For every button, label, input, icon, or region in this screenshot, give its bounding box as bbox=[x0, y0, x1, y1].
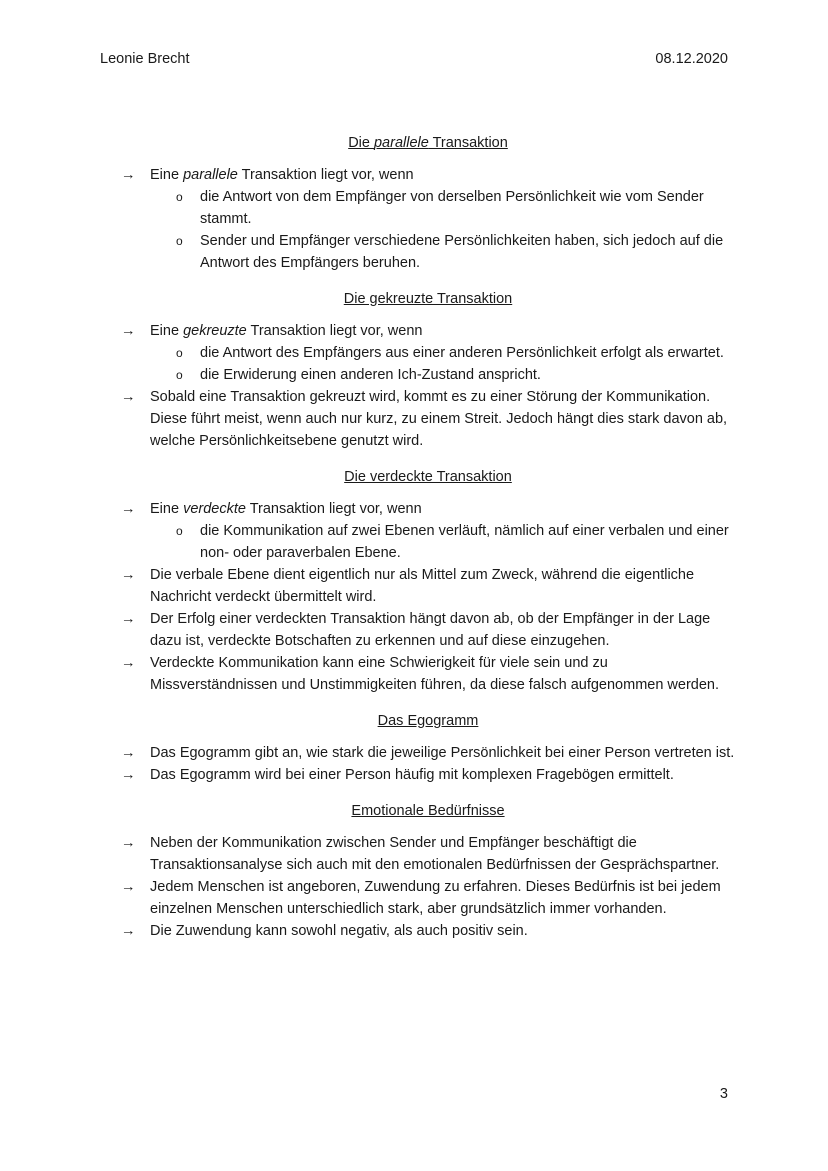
header-author: Leonie Brecht bbox=[100, 51, 190, 67]
arrow-icon: → bbox=[121, 501, 136, 517]
circle-bullet-icon: o bbox=[176, 524, 183, 538]
arrow-icon: → bbox=[121, 389, 136, 405]
arrow-item: → Der Erfolg einer verdeckten Transaktion hängt davon ab, ob der Empfänger in der Lage dazu ist, verdeckte Botschaften zu erkennen und auf diese einzugehen. bbox=[118, 608, 738, 652]
arrow-item: → Die Zuwendung kann sowohl negativ, als auch positiv sein. bbox=[118, 920, 738, 942]
arrow-item: → Eine verdeckte Transaktion liegt vor, wenn bbox=[118, 498, 738, 520]
document-body bbox=[118, 130, 738, 942]
arrow-item: → Neben der Kommunikation zwischen Sender und Empfänger beschäftigt die Transaktionsanalyse sich auch mit den emotionalen Bedürfnissen der Gesprächspartner. bbox=[118, 832, 738, 876]
arrow-item: → Eine gekreuzte Transaktion liegt vor, wenn bbox=[118, 320, 738, 342]
arrow-icon: → bbox=[121, 167, 136, 183]
arrow-item: → Die verbale Ebene dient eigentlich nur als Mittel zum Zweck, während die eigentliche Nachricht verdeckt übermittelt wird. bbox=[118, 564, 738, 608]
sub-item: o die Antwort von dem Empfänger von derselben Persönlichkeit wie vom Sender stammt. bbox=[118, 186, 738, 230]
arrow-icon: → bbox=[121, 323, 136, 339]
sub-item: o Sender und Empfänger verschiedene Persönlichkeiten haben, sich jedoch auf die Antwort des Empfängers beruhen. bbox=[118, 230, 738, 274]
header-date: 08.12.2020 bbox=[655, 51, 728, 67]
section-heading-egogram: Das Egogramm bbox=[377, 713, 479, 729]
arrow-icon: → bbox=[121, 835, 136, 851]
arrow-icon: → bbox=[121, 767, 136, 783]
section-heading-hidden: Die verdeckte Transaktion bbox=[344, 469, 512, 485]
section-heading-crossed: Die gekreuzte Transaktion bbox=[343, 291, 513, 307]
arrow-icon: → bbox=[121, 567, 136, 583]
arrow-item: → Sobald eine Transaktion gekreuzt wird, kommt es zu einer Störung der Kommunikation. Diese führt meist, wenn auch nur kurz, zu einem Streit. Jedoch hängt dies stark davon ab, welche Persönlichkeitsebene genutzt wird. bbox=[118, 386, 738, 452]
arrow-item: → Das Egogramm wird bei einer Person häufig mit komplexen Fragebögen ermittelt. bbox=[118, 764, 738, 786]
circle-bullet-icon: o bbox=[176, 190, 183, 204]
arrow-icon: → bbox=[121, 655, 136, 671]
arrow-item: → Jedem Menschen ist angeboren, Zuwendung zu erfahren. Dieses Bedürfnis ist bei jedem einzelnen Menschen unterschiedlich stark, aber grundsätzlich immer vorhanden. bbox=[118, 876, 738, 920]
circle-bullet-icon: o bbox=[176, 234, 183, 248]
arrow-item: → Das Egogramm gibt an, wie stark die jeweilige Persönlichkeit bei einer Person vertreten ist. bbox=[118, 742, 738, 764]
section-heading-parallel: Die parallele Transaktion bbox=[348, 135, 508, 151]
circle-bullet-icon: o bbox=[176, 368, 183, 382]
page-number: 3 bbox=[719, 1086, 728, 1102]
arrow-icon: → bbox=[121, 611, 136, 627]
arrow-icon: → bbox=[121, 879, 136, 895]
arrow-item: → Eine parallele Transaktion liegt vor, wenn bbox=[118, 164, 738, 186]
sub-item: o die Kommunikation auf zwei Ebenen verläuft, nämlich auf einer verbalen und einer non- oder paraverbalen Ebene. bbox=[118, 520, 738, 564]
section-heading-emotional: Emotionale Bedürfnisse bbox=[351, 803, 505, 819]
sub-item: o die Antwort des Empfängers aus einer anderen Persönlichkeit erfolgt als erwartet. bbox=[118, 342, 738, 364]
arrow-icon: → bbox=[121, 923, 136, 939]
arrow-item: → Verdeckte Kommunikation kann eine Schwierigkeit für viele sein und zu Missverständnissen und Unstimmigkeiten führen, da diese falsch aufgenommen werden. bbox=[118, 652, 738, 696]
sub-item: o die Erwiderung einen anderen Ich-Zustand anspricht. bbox=[118, 364, 738, 386]
circle-bullet-icon: o bbox=[176, 346, 183, 360]
arrow-icon: → bbox=[121, 745, 136, 761]
